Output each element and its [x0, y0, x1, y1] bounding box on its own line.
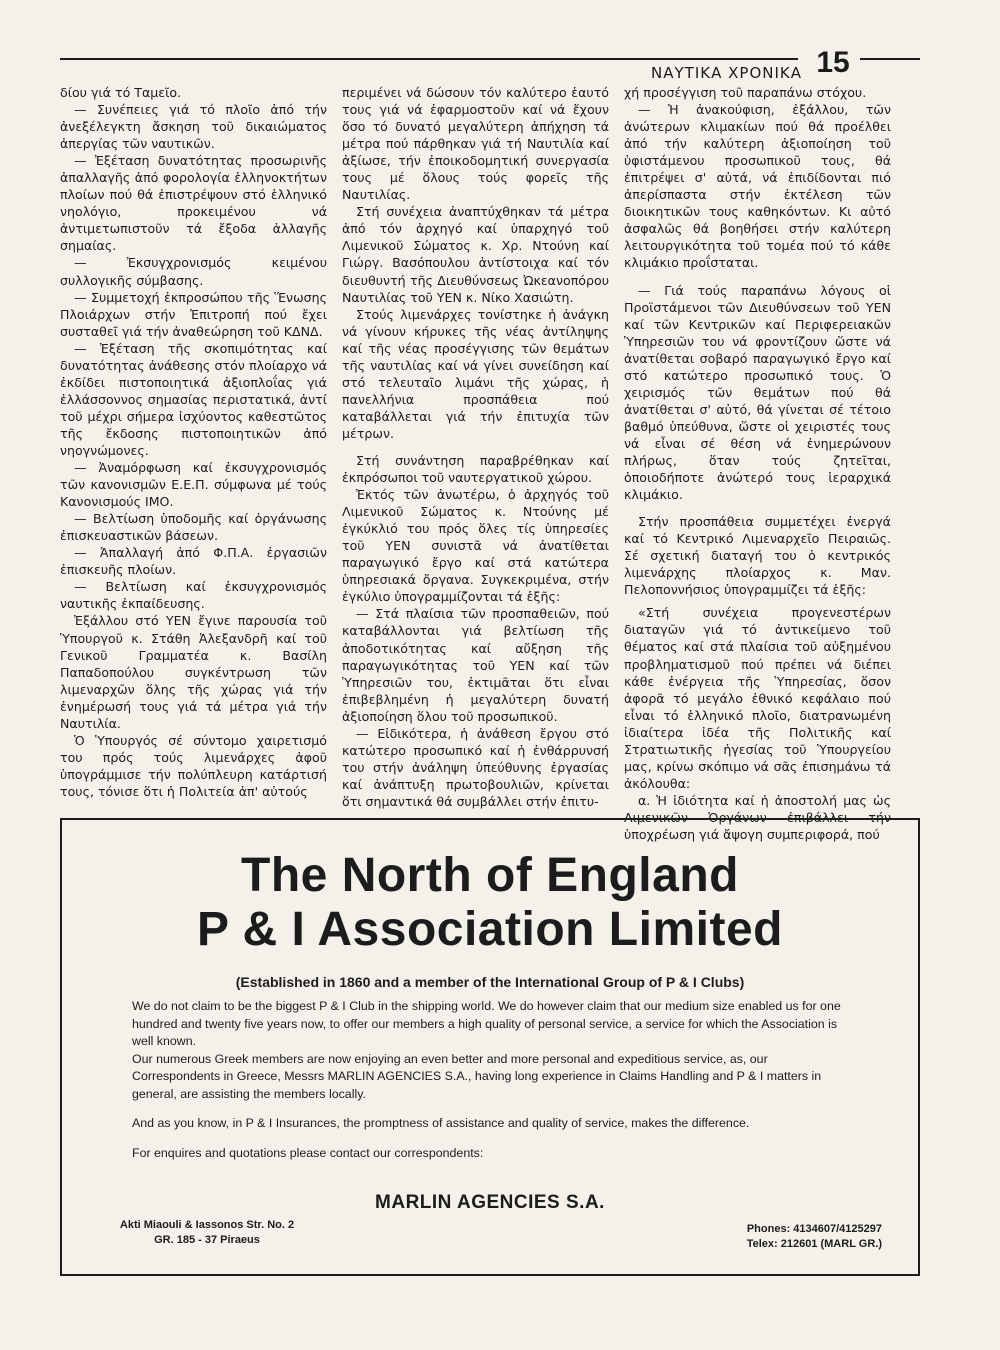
ad-contact: [682, 1222, 882, 1252]
paragraph: «Στή συνέχεια προγενεστέρων διαταγῶν γιά τό ἀντικείμενο τοῦ θέματος καί στά πλαίσια τοῦ αὐξημένου προβληματισμοῦ πού πρέπει νά διέπει κάθε ἐνέργεια τῆς Ὑπηρεσίας, ὅσον ἀφορᾶ τό μεγάλο ἐθνικό κεφάλαιο πού εἶναι τό ἑλληνικό πλοῖο, διατρανωμένη ἰδιαίτερα ἰδέα τῆς Πολιτικῆς καί Στρατιωτικῆς ἡγεσίας τοῦ Ὑπουργείου μας, κρίνω σκόπιμο νά σᾶς ἐπισημάνω τά ἀκόλουθα:: [624, 605, 891, 791]
magazine-title: ΝΑΥΤΙΚΑ ΧΡΟΝΙΚΑ: [651, 64, 802, 82]
header-rule-left: [60, 58, 798, 60]
paragraph: — Ἀπαλλαγή ἀπό Φ.Π.Α. ἐργασιῶν ἐπισκευῆς πλοίων.: [60, 545, 327, 578]
article-column-2: [342, 84, 609, 812]
paragraph: Ὁ Ὑπουργός σέ σύντομο χαιρετισμό του πρός τούς λιμενάρχες ἀφοῦ ὑπογράμμισε τήν πολύπλευρη κατάρτισή τους, τόνισε ὅτι ἡ Πολιτεία ἀπ' αὐτούς: [60, 732, 327, 799]
header-rule-right: [860, 58, 920, 60]
ad-paragraph: We do not claim to be the biggest P & I Club in the shipping world. We do however claim that our medium size enabled us for one hundred and twenty five years now, to offer our members a high quality of personal service, a service for which the Association is well known.: [132, 999, 841, 1048]
paragraph: Στήν προσπάθεια συμμετέχει ἐνεργά καί τό Κεντρικό Λιμεναρχεῖο Πειραιῶς. Σέ σχετική διαταγή του ὁ κεντρικός λιμενάρχης πλοίαρχος κ. Μαν. Πελοποννήσιος ὑπογραμμίζει τά ἑξῆς:: [624, 514, 891, 598]
page-header: [60, 48, 920, 84]
paragraph: α. Ἡ ἰδιότητα καί ἡ ἀποστολή μας ὡς Λιμενικῶν Ὀργάνων ἐπιβάλλει τήν ὑποχρέωση γιά ἄψογη συμπεριφορά, πού: [624, 792, 891, 842]
paragraph: Στή συνάντηση παραβρέθηκαν καί ἐκπρόσωποι τοῦ ναυτεργατικοῦ χώρου.: [342, 452, 609, 486]
paragraph: — Ἀναμόρφωση καί ἐκσυγχρονισμός τῶν κανονισμῶν Ε.Ε.Π. σύμφωνα μέ τούς Κανονισμούς ΙΜΟ.: [60, 460, 327, 510]
paragraph: Ἐκτός τῶν ἀνωτέρω, ὁ ἀρχηγός τοῦ Λιμενικοῦ Σώματος κ. Ντούνης μέ ἐγκύκλιό του πρός ὅλες τίς ὑπηρεσίες τοῦ ΥΕΝ συνιστᾶ νά ἀνατίθεται παραγωγικό ἔργο καί στά κατώτερα ὑπηρεσιακά ὄργανα. Συγκεκριμένα, στήν ἐγκύλιο ὑπογραμμίζονται τά ἑξῆς:: [342, 487, 609, 605]
paragraph: — Βελτίωση ὑποδομῆς καί ὀργάνωσης ἐπισκευαστικῶν βάσεων.: [60, 511, 327, 544]
page-number: 15: [816, 46, 850, 79]
ad-paragraph: Our numerous Greek members are now enjoying an even better and more personal and expeditious service, as, our Correspondents in Greece, Messrs MARLIN AGENCIES S.A., having long experience in Claims Handling and P & I matters in general, are assisting the members locally.: [132, 1051, 822, 1101]
paragraph: — Γιά τούς παραπάνω λόγους οἱ Προϊστάμενοι τῶν Διευθύνσεων τοῦ ΥΕΝ καί τῶν Κεντρικῶν καί Περιφερειακῶν Ὑπηρεσιῶν του νά φροντίζουν ὥστε νά ἀνατίθεται σοβαρό παραγωγικό ἔργο καί στό κατώτερο προσωπικό τους. Ὁ χειρισμός τῶν θεμάτων πού θά ἀνατίθεται σ' αὐτό, θά γίνεται σέ τέτοιο βαθμό ὑπεύθυνα, ὥστε οἱ χειριστές τους νά εἶναι σέ θέση νά ἐνημερώνουν πλήρως, ὅταν τούς ζητεῖται, ὁποιοδήποτε ἀνώτερό τους ἱεραρχικά κλιμάκιο.: [624, 282, 891, 503]
paragraph: — Ἐξέταση δυνατότητας προσωρινῆς ἀπαλλαγῆς ἀπό φορολογία ἑλληνοκτήτων πλοίων πού θά ἐπιστρέψουν στό ἑλληνικό νηολόγιο, προκειμένου νά ἀντιμετωπιστοῦν τά ἔξοδα ἀλλαγῆς σημαίας.: [60, 153, 327, 254]
advertisement-box: [60, 818, 920, 1276]
ad-subtitle: (Established in 1860 and a member of the International Group of P & I Clubs): [235, 974, 745, 990]
ad-paragraph: And as you know, in P & I Insurances, the promptness of assistance and quality of service, makes the difference.: [132, 1116, 750, 1130]
paragraph: Ἐξάλλου στό ΥΕΝ ἔγινε παρουσία τοῦ Ὑπουργοῦ κ. Στάθη Ἀλεξανδρῆ καί τοῦ Γενικοῦ Γραμματέα κ. Βασίλη Παπαδοπούλου συγκέντρωση τῶν λιμεναρχῶν ὅλης τῆς χώρας γιά τήν ἐνημέρωσή τους γιά τά μέτρα γιά τήν Ναυτιλία.: [60, 613, 327, 731]
article-column-1: [60, 84, 327, 812]
article-column-3: [624, 84, 891, 842]
paragraph: περιμένει νά δώσουν τόν καλύτερο ἑαυτό τους γιά νά ἐφαρμοστοῦν καί νά ἔχουν ὅσο τό δυνατό μεγαλύτερη ἀπήχηση τά μέτρα πού πάρθηκαν γιά τή Ναυτιλία καί ἀξίωσε, τήν ἐποικοδομητική συνεργασία τους μέ ὅλους τούς φορεῖς τῆς Ναυτιλίας.: [342, 85, 609, 203]
ad-body: [132, 998, 852, 1162]
ad-company-name: MARLIN AGENCIES S.A.: [375, 1192, 605, 1213]
ad-telex: Telex: 212601 (MARL GR.): [746, 1238, 882, 1250]
paragraph: — Συνέπειες γιά τό πλοῖο ἀπό τήν ἀνεξέλεγκτη ἄσκηση τοῦ δικαιώματος ἀπεργίας τῶν ναυτικῶν.: [60, 102, 327, 152]
paragraph: χή προσέγγιση τοῦ παραπάνω στόχου.: [624, 85, 867, 100]
paragraph: — Ἡ ἀνακούφιση, ἐξάλλου, τῶν ἀνώτερων κλιμακίων πού θά προέλθει ἀπό τήν καλύτερη ἀξιοποίηση τοῦ ὑφιστάμενου προσωπικοῦ τους, θά ἐπιτρέψει σ' αὐτά, νά ἐπιδίδονται πιό ἀπερίσπαστα στήν ἐκτέλεση τῶν διοικητικῶν τους καθηκόντων. Κι αὐτό ἀσφαλῶς θά βοηθήσει στήν καλύτερη λειτουργικότητα τοῦ τομέα πού τό κάθε κλιμάκιο προΐσταται.: [624, 102, 891, 271]
paragraph: — Ἐξέταση τῆς σκοπιμότητας καί δυνατότητας ἀνάθεσης στόν πλοίαρχο νά ἐκδίδει πιστοποιητικά ἀξιοπλοΐας γιά ἐλλάσσοννος σημασίας περιστατικά, ἀντί τοῦ μέχρι σήμερα ἰσχύοντος καθεστῶτος τῆς ἔκδοσης πιστοποιητικῶν ἀπό νηογνώμονες.: [60, 340, 327, 458]
paragraph: — Συμμετοχή ἐκπροσώπου τῆς Ἕνωσης Πλοιάρχων στήν Ἐπιτροπή πού ἔχει συσταθεῖ γιά τήν ἀναθεώρηση τοῦ ΚΔΝΔ.: [60, 289, 327, 339]
ad-phones: Phones: 4134607/4125297: [746, 1223, 882, 1235]
paragraph: — Βελτίωση καί ἐκσυγχρονισμός ναυτικῆς ἐκπαίδευσης.: [60, 579, 327, 612]
paragraph: — Στά πλαίσια τῶν προσπαθειῶν, πού καταβάλλονται γιά βελτίωση τῆς ἀποδοτικότητας καί αὔξηση τῆς παραγωγικότητας τοῦ ΥΕΝ καί τῶν Ὑπηρεσιῶν του, ἐκτιμᾶται ὅτι εἶναι ἐπιβεβλημένη ἡ μεγαλύτερη δυνατή ἀξιοποίηση ὅλου τοῦ προσωπικοῦ.: [342, 606, 609, 724]
ad-headline-line1: The North of England: [241, 849, 739, 902]
ad-headline-line2: P & I Association Limited: [197, 903, 783, 956]
paragraph: — Ἐκσυγχρονισμός κειμένου συλλογικῆς σύμβασης.: [60, 255, 327, 288]
ad-paragraph: For enquires and quotations please contact our correspondents:: [132, 1145, 484, 1160]
ad-address-line: Akti Miaouli & Iassonos Str. No. 2: [119, 1219, 295, 1231]
ad-address: [82, 1218, 332, 1248]
paragraph: δίου γιά τό Ταμεῖο.: [60, 85, 182, 100]
paragraph: Στή συνέχεια ἀναπτύχθηκαν τά μέτρα ἀπό τόν ἀρχηγό καί ὑπαρχηγό τοῦ Λιμενικοῦ Σώματος κ. Χρ. Ντούνη καί Γιώργ. Βασόπουλου ἀντίστοιχα καί τόν διευθυντή τῆς Διευθύνσεως Ὠκεανοπόρου Ναυτιλίας τοῦ ΥΕΝ κ. Νίκο Χασιώτη.: [342, 204, 609, 305]
ad-address-line: GR. 185 - 37 Piraeus: [154, 1234, 260, 1246]
paragraph: — Εἰδικότερα, ἡ ἀνάθεση ἔργου στό κατώτερο προσωπικό καί ἡ ἐνθάρρυνσή του στήν ἀνάληψη ὑπεύθυνης ἐργασίας καί ἀνάπτυξη πρωτοβουλιῶν, κρίνεται ὅτι σημαντικά θά συμβάλλει στήν ἐπιτυ-: [342, 725, 609, 809]
paragraph: Στούς λιμενάρχες τονίστηκε ἡ ἀνάγκη νά γίνουν κήρυκες τῆς νέας ἀντίληψης καί τῆς νέας προσέγγισης τῶν θεμάτων τῆς ναυτιλίας καί νά γίνει συνείδηση καί στό τελευταῖο λιμάνι τῆς χώρας, ἡ πανελλήνια προσπάθεια πού καταβάλλεται γιά τήν ἐπιτυχία τῶν μέτρων.: [342, 306, 609, 441]
